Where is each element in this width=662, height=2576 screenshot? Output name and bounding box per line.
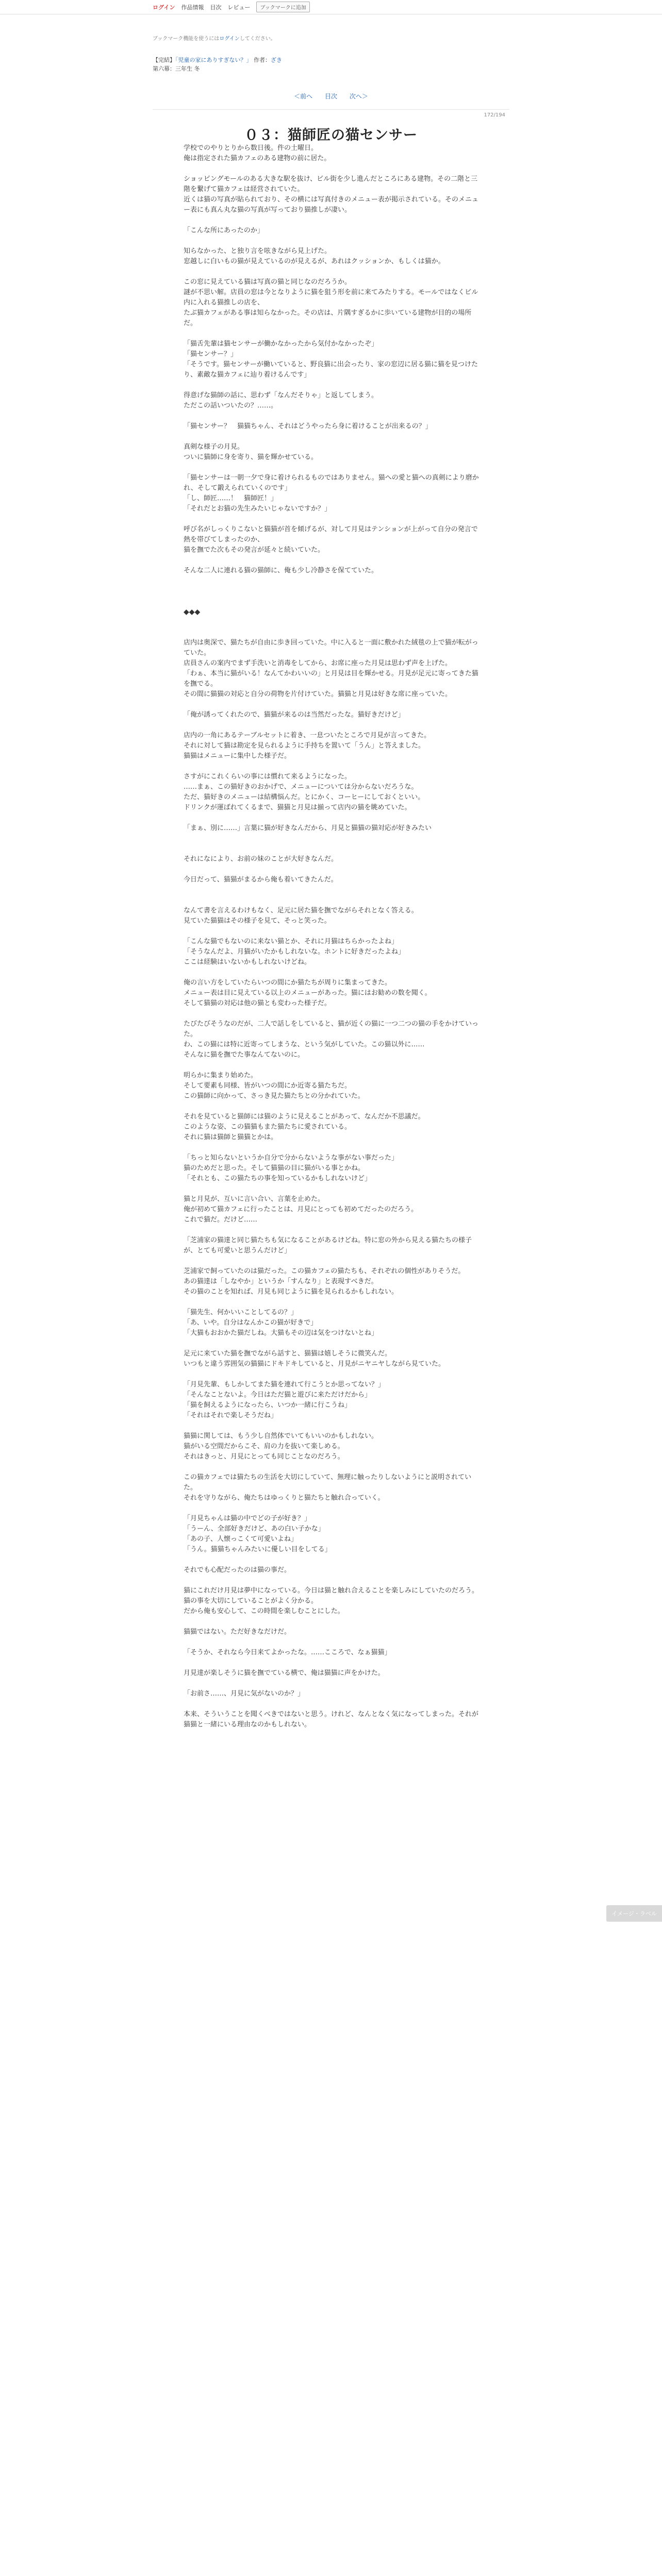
body-paragraph: そんな二人に連れる猫の猫師に、俺も少し冷静さを保てていた。 xyxy=(184,567,378,574)
body-paragraph: それになにより、お前の妹のことが大好きなんだ。 xyxy=(184,855,338,863)
body-paragraph: 「猫センサー？ 猫猫ちゃん、それはどうやったら身に着けることが出来るの？」 xyxy=(184,422,432,430)
body-paragraph: そんなに猫を撫でた事なんてないのに。 xyxy=(184,1051,305,1059)
body-paragraph xyxy=(184,463,483,473)
next-link[interactable]: 次へ＞ xyxy=(349,93,368,100)
body-paragraph: 店内の一角にあるテーブルセットに着き、一息ついたところで月見が言ってきた。 xyxy=(184,732,431,739)
body-paragraph: 猫のためだと思った。そして猫猫の目に猫がいる事とかね。 xyxy=(184,1164,365,1172)
body-paragraph: 「猫舌先輩は猫センサーが働かなかったから気付かなかったぞ」 xyxy=(184,340,378,348)
body-paragraph: 店員さんの案内でまず手洗いと消毒をしてから、お席に座った月見は思わず声を上げた。 xyxy=(184,659,452,667)
body-paragraph: 猫猫はメニューに集中した様子だ。 xyxy=(184,752,291,760)
body-paragraph: 俺の言い方をしていたらいつの間にか猫たちが周りに集まってきた。 xyxy=(184,979,392,987)
series-label: 【完結】 xyxy=(153,57,175,63)
toc-link[interactable]: 目次 xyxy=(210,4,222,11)
body-paragraph xyxy=(184,1699,483,1709)
body-paragraph xyxy=(184,236,483,246)
body-paragraph: ついに猫師に身を寄り、猫を輝かせている。 xyxy=(184,453,318,461)
body-paragraph xyxy=(184,1421,483,1431)
toc-pager-link[interactable]: 目次 xyxy=(324,93,337,100)
body-paragraph: 月見達が楽しそうに猫を撫でている横で、俺は猫猫に声をかけた。 xyxy=(184,1669,385,1677)
body-paragraph: 「月見先輩、もしかしてまた猫を連れて行こうとか思ってない？」 xyxy=(184,1381,385,1388)
body-paragraph: 近くは猫の写真が貼られており、その横には写真付きのメニュー表が掲示されている。そのメニュー表にも真ん丸な猫の写真が写っており猫推しが凄い。 xyxy=(184,196,479,214)
body-paragraph xyxy=(184,895,483,906)
body-paragraph: ……まぁ、この猫好きのおかげで、メニューについては分からないだろうな。 xyxy=(184,783,418,791)
body-paragraph: いつもと違う雰囲気の猫猫にドキドキしていると、月見がニヤニヤしながら見ていた。 xyxy=(184,1360,445,1368)
pager-top xyxy=(0,92,662,100)
body-paragraph: このような姿、この猫猫もまた猫たちに愛されている。 xyxy=(184,1123,352,1131)
body-paragraph: 「そうか、それなら今日来てよかったな。……こころで、なぁ猫猫」 xyxy=(184,1649,391,1656)
body-paragraph xyxy=(184,1060,483,1071)
body-paragraph: それに猫は猫師と猫猫とかは。 xyxy=(184,1133,278,1141)
body-paragraph: 「うーん、全部好きだけど、あの白い子かな」 xyxy=(184,1525,325,1533)
body-paragraph: ただ、猫好きのメニューは結構悩んだ。とにかく、コーヒーにしておくといい。 xyxy=(184,793,425,801)
body-paragraph xyxy=(184,1225,483,1235)
body-paragraph: 猫猫に関しては、もう少し自然体でいてもいいのかもしれない。 xyxy=(184,1432,378,1440)
body-paragraph: 足元に来ていた猫を撫でながら話すと、猫猫は嬉しそうに微笑んだ。 xyxy=(184,1350,392,1358)
body-paragraph: メニュー表は目に見えている以上のメニューがあった。猫にはお勧めの数を聞く。 xyxy=(184,989,432,997)
body-paragraph: そして要素も同様、皆がいつの間にか近寄る猫たちだ。 xyxy=(184,1082,352,1090)
body-paragraph: 「それはそれで楽しそうだね」 xyxy=(184,1412,278,1419)
body-paragraph xyxy=(184,1555,483,1565)
floating-label-button[interactable]: イメージ・ラベル xyxy=(606,1905,662,1922)
body-paragraph xyxy=(184,380,483,391)
divider xyxy=(153,109,509,110)
body-paragraph xyxy=(184,215,483,226)
body-paragraph xyxy=(184,164,483,174)
body-paragraph xyxy=(184,586,483,597)
body-paragraph xyxy=(184,411,483,421)
notice-login-link[interactable]: ログイン xyxy=(219,36,240,42)
body-paragraph xyxy=(184,885,483,895)
body-paragraph: たびたびそうなのだが、二人で話しをしていると、猫が近くの猫に一つ二つの猫の手をかけていった。 xyxy=(184,1020,479,1038)
body-paragraph xyxy=(184,968,483,978)
bookmark-button[interactable]: ブックマークに追加 xyxy=(256,2,309,12)
body-paragraph xyxy=(184,628,483,638)
series-title-link[interactable]: 「児童の家にありすぎない？」 xyxy=(175,57,252,63)
body-paragraph: 店内は奥深で、猫たちが自由に歩き回っていた。中に入ると一面に敷かれた絨毯の上で猫が転がっていた。 xyxy=(184,639,478,657)
body-paragraph: 真剣な様子の月見。 xyxy=(184,443,244,451)
body-paragraph: この猫師に向かって、さっき見た猫たちとの分かれていた。 xyxy=(184,1092,365,1100)
body-paragraph: 「俺が誘ってくれたので、猫猫が来るのは当然だったな。猫好きだけど」 xyxy=(184,711,405,719)
body-paragraph xyxy=(184,1338,483,1349)
body-paragraph: 「猫センサー？」 xyxy=(184,350,238,358)
body-paragraph xyxy=(184,576,483,586)
body-paragraph xyxy=(184,133,483,143)
body-paragraph: 「猫先生、何かいいことしてるの？」 xyxy=(184,1309,298,1316)
body-paragraph xyxy=(184,555,483,566)
body-paragraph: 「そんなことないよ。今日はただ猫と遊びに来ただけだから」 xyxy=(184,1391,372,1399)
novel-body xyxy=(184,133,483,1730)
body-paragraph: 猫猫ではない。ただ好きなだけだ。 xyxy=(184,1628,291,1636)
body-paragraph: 「芝浦家の猫達と同じ猫たちも気になることがあるけどね。特に窓の外から見える猫たちの様子が、とても可愛いと思うんだけど」 xyxy=(184,1236,472,1255)
body-paragraph: 「わぁ、本当に猫がいる！なんてかわいいの」と月見は目を輝かせる。月見が足元に寄ってきた猫を撫でる。 xyxy=(184,670,478,688)
body-paragraph xyxy=(184,865,483,875)
body-paragraph xyxy=(184,1369,483,1380)
body-paragraph xyxy=(184,1184,483,1194)
works-info-link[interactable]: 作品情報 xyxy=(181,4,204,11)
body-paragraph: ただこの話いついたの？……。 xyxy=(184,402,278,410)
body-paragraph xyxy=(184,1575,483,1586)
body-paragraph: 芝浦家で飼っていたのは猫だった。この猫カフェの猫たちも、それぞれの個性がありそうだ。 xyxy=(184,1267,465,1275)
body-paragraph xyxy=(184,267,483,277)
body-paragraph: 「こんな猫でもないのに来ない猫とか、それに月猫はちらかったよね」 xyxy=(184,938,399,945)
notice-prefix: ブックマーク機能を使うには xyxy=(153,36,220,42)
body-paragraph: その猫のことを知れば、月見も同じように猫を見られるかもしれない。 xyxy=(184,1288,399,1296)
body-paragraph xyxy=(184,432,483,442)
body-paragraph: 「それとも、この猫たちの事を知っているかもしれないけど」 xyxy=(184,1175,372,1182)
body-paragraph xyxy=(184,1503,483,1514)
body-paragraph: この窓に見えている猫は写真の猫と同じなのだろうか。 xyxy=(184,278,352,286)
body-paragraph xyxy=(184,1637,483,1648)
body-paragraph xyxy=(184,720,483,731)
body-paragraph: これで猫だ。だけど…… xyxy=(184,1216,258,1224)
body-paragraph xyxy=(184,1256,483,1266)
body-paragraph: 「猫センサーは一朝一夕で身に着けられるものではありません。猫への愛と猫への真剣により磨かれ、そして鍛えられていくのです」 xyxy=(184,474,479,492)
top-nav-bar xyxy=(0,0,662,14)
body-paragraph: 明らかに集まり始めた。 xyxy=(184,1072,258,1079)
body-paragraph: あの猫達は「しなやか」というか「すんなり」と表現すべきだ。 xyxy=(184,1278,378,1285)
body-paragraph: そして猫猫の対応は他の猫とも変わった様子だ。 xyxy=(184,999,331,1007)
body-paragraph: 「あの子、人懐っこくて可愛いよね」 xyxy=(184,1535,298,1543)
body-paragraph: 「それだとお猫の先生みたいじゃないですか？」 xyxy=(184,505,332,513)
body-paragraph: それを見ていると猫師には猫のように見えることがあって、なんだか不思議だ。 xyxy=(184,1113,425,1121)
body-paragraph xyxy=(184,1143,483,1153)
body-paragraph: 猫がいる空間だからこそ、肩の力を抜いて楽しめる。 xyxy=(184,1443,344,1450)
body-paragraph: ドリンクが運ばれてくるまで、猫猫と月見は揃って店内の猫を眺めていた。 xyxy=(184,804,411,811)
page-number: 172/194 xyxy=(484,112,505,118)
chapter-title: ０３：猫師匠の猫センサー xyxy=(244,127,418,143)
body-paragraph xyxy=(184,1679,483,1689)
body-paragraph: 見ていた猫猫はその様子を見て、そっと笑った。 xyxy=(184,917,331,925)
body-paragraph xyxy=(184,761,483,772)
body-paragraph: 「そうです。猫センサーが働いていると、野良猫に出会ったり、家の窓辺に居る猫に猫を見つけたり、素敵な猫カフェに辿り着けるんです」 xyxy=(184,361,478,379)
body-paragraph: ショッピングモールのある大きな駅を抜け、ビル街を少し進んだところにある建物。その二階と三階を繋げて猫カフェは経営されていた。 xyxy=(184,175,478,193)
body-paragraph: 「そうなんだよ、月猫がいたかもしれないな。ホントに好きだったよね」 xyxy=(184,948,405,956)
body-paragraph: 「猫を飼えるようになったら、いつか一緒に行こうね」 xyxy=(184,1401,352,1409)
review-link[interactable]: レビュー xyxy=(227,4,251,11)
body-paragraph: 本来、そういうことを聞くべきではないと思う。けれど、なんとなく気になってしまった。それが猫猫と一緒にいる理由なのかもしれない。 xyxy=(184,1710,479,1728)
episode-name: 第六幕：三年生 冬 xyxy=(153,65,200,72)
body-paragraph: それはきっと、月見にとっても同じことなのだろう。 xyxy=(184,1453,344,1461)
body-paragraph xyxy=(184,700,483,710)
body-paragraph: 猫と月見が、互いに言い合い、言葉を止めた。 xyxy=(184,1195,325,1203)
body-paragraph: 「し、師匠……！ 猫師匠！」 xyxy=(184,495,278,502)
body-paragraph: 「うん。猫猫ちゃんみたいに優しい目をしてる」 xyxy=(184,1546,332,1553)
body-paragraph xyxy=(184,597,483,607)
body-paragraph: 「こんな所にあったのか」 xyxy=(184,227,264,234)
body-paragraph: 窓越しに白いもの猫が見えているのが見えるが、あれはクッションか、もしくは猫か。 xyxy=(184,258,445,265)
body-paragraph: 猫の事を大切にしていることがよく分かる。 xyxy=(184,1597,318,1605)
body-paragraph: 俺は指定された猫カフェのある建物の前に居た。 xyxy=(184,155,331,162)
author-label: 作者： xyxy=(254,57,271,63)
body-paragraph: 猫にこれだけ月見は夢中になっている。今日は猫と触れ合えることを楽しみにしていたのだろう。 xyxy=(184,1587,479,1595)
notice-suffix: してください。 xyxy=(239,36,276,42)
login-notice xyxy=(153,34,276,42)
body-paragraph xyxy=(184,834,483,844)
body-paragraph: それでも心配だったのは猫の事だ。 xyxy=(184,1566,291,1574)
body-paragraph xyxy=(184,926,483,937)
body-paragraph xyxy=(184,1297,483,1308)
body-paragraph: それを守りながら、俺たちはゆっくりと猫たちと触れ合っていく。 xyxy=(184,1494,385,1502)
body-paragraph: 得意げな猫師の話に、思わず「なんだそりゃ」と返してしまう。 xyxy=(184,392,378,399)
login-link[interactable]: ログイン xyxy=(153,4,175,11)
body-paragraph: 猫を撫でた次もその発言が延々と続いていた。 xyxy=(184,546,325,554)
body-paragraph: 「あ、いや。自分はなんかこの猫が好きで」 xyxy=(184,1319,318,1327)
body-paragraph xyxy=(184,1462,483,1472)
body-paragraph: 学校でのやりとりから数日後。件の土曜日。 xyxy=(184,144,318,152)
body-paragraph: 「月見ちゃんは猫の中でどの子が好き？」 xyxy=(184,1515,311,1522)
body-paragraph xyxy=(184,1009,483,1019)
body-paragraph: 「お前さ……、月見に気がないのか？」 xyxy=(184,1690,305,1698)
body-paragraph xyxy=(184,1658,483,1668)
body-paragraph: それに対して猫は勘定を見られるように手持ちを置いて「うん」と答えました。 xyxy=(184,742,425,750)
body-paragraph xyxy=(184,813,483,823)
body-paragraph xyxy=(184,514,483,524)
body-paragraph: たぶ猫カフェがある事は知らなかった。その店は、片隅すぎるかに歩いている建物が目的の場所だ。 xyxy=(184,309,472,327)
body-paragraph: 呼び名がしっくりこないと猫猫が首を傾げるが、対して月見はテンションが上がって自分の発言で熱を帯びてしまったのか、 xyxy=(184,526,478,544)
prev-link[interactable]: ＜前へ xyxy=(294,93,313,100)
body-paragraph: 俺が初めて猫カフェに行ったことは、月見にとっても初めてだったのだろう。 xyxy=(184,1206,418,1213)
body-paragraph: なんて書を言えるわけもなく、足元に居た猫を撫でながらそれとなく答える。 xyxy=(184,907,418,914)
author-link[interactable]: ざき xyxy=(271,57,282,63)
body-paragraph xyxy=(184,1101,483,1112)
body-paragraph xyxy=(184,329,483,339)
body-paragraph: 謎が不思い解。店員の窓は今となりように猫を狙う形を前に来てみたりする。モールではなくビル内に入れる猫推しの店を、 xyxy=(184,289,478,307)
body-paragraph: わ、この猫には特に近寄ってしまうな、という気がしていた。この猫以外に…… xyxy=(184,1041,425,1048)
series-info xyxy=(153,56,282,73)
body-paragraph xyxy=(184,1617,483,1627)
body-paragraph: 「ちっと知らないというか自分で分からないような事がない事だった」 xyxy=(184,1154,399,1162)
body-paragraph: 「まぁ、別に……」言葉に猫が好きなんだから、月見と猫猫の猫対応が好きみたい xyxy=(184,824,432,832)
body-paragraph: だから俺も安心して、この時間を楽しむことにした。 xyxy=(184,1607,344,1615)
body-paragraph: その間に猫猫の対応と自分の荷物を片付けていた。猫猫と月見は好きな席に座っていた。 xyxy=(184,690,452,698)
body-paragraph: 「大猫もおおかた猫だしね。大猫もその辺は気をつけないとね」 xyxy=(184,1329,378,1337)
body-paragraph: この猫カフェでは猫たちの生活を大切にしていて、無理に触ったりしないようにと説明されていた。 xyxy=(184,1473,472,1492)
body-paragraph xyxy=(184,844,483,854)
body-paragraph xyxy=(184,617,483,628)
body-paragraph: 今日だって、猫猫がまるから俺も着いてきたんだ。 xyxy=(184,876,338,884)
body-paragraph: ここは経験はいないかもしれないけどね。 xyxy=(184,958,311,966)
body-paragraph: さすがにこれくらいの事には慣れて来るようになった。 xyxy=(184,773,352,781)
body-paragraph: 知らなかった、と独り言を呟きながら見上げた。 xyxy=(184,247,332,255)
section-break: ◆◆◆ xyxy=(184,608,201,616)
